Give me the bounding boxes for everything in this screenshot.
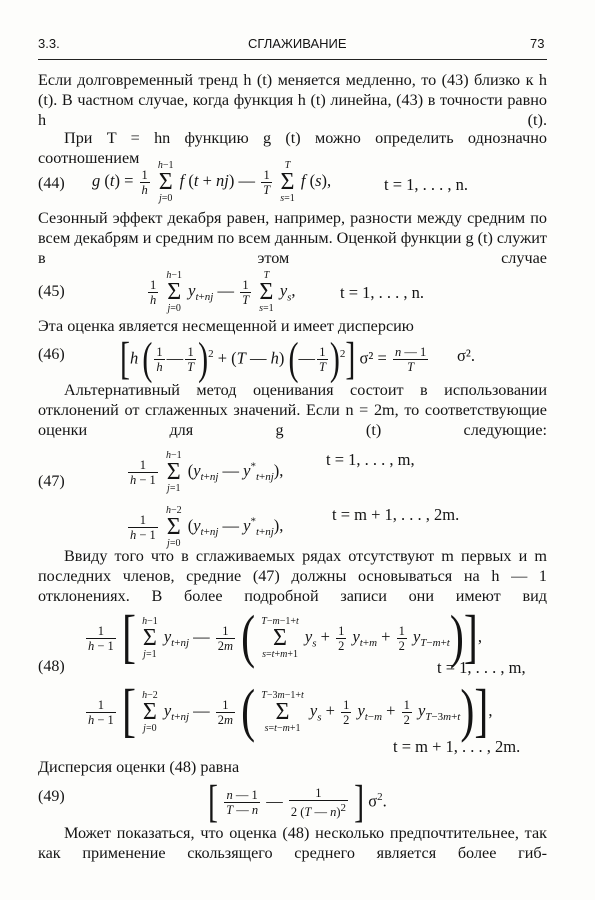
equation-47-range-2: t = m + 1, . . . , 2m. — [332, 505, 460, 524]
equation-48-range-1: t = 1, . . . , m, — [437, 658, 526, 677]
paragraph-2: При T = hn функцию g (t) можно определить однозначно соотношением — [38, 129, 547, 167]
paragraph-3: Сезонный эффект декабря равен, например, разности между средним по всем декабрям и средним по всем данным. Оценкой функции g (t) служит в этом случае — [38, 209, 547, 267]
equation-47-range-1: t = 1, . . . , m, — [326, 450, 415, 469]
paragraph-4: Эта оценка является несмещенной и имеет дисперсию — [38, 317, 414, 335]
equation-49: [ $\frac{n — 1}{T — n}$ — $\frac{1}{2 (T — n)^2}$ ] $\sigma^2$. — [208, 777, 387, 827]
paragraph-1: Если долговременный тренд h (t) меняется медленно, то (43) близко к h (t). В частном случае, когда функция h (t) линейна, (43) в точности равно h (t). — [38, 71, 547, 129]
equation-number-49: (49) — [38, 788, 65, 805]
equation-47-line-1: $\frac{1}{h - 1}$ h−1 Σ j=1 ($y_{t+nj}$ — $y^*_{t+nj}$), — [130, 450, 284, 494]
equation-44: g (t) = $\frac{1}{h}$ h−1 Σ j=0 f (t + nj) — $\frac{1}{T}$ T Σ s=1 f (s), — [92, 160, 332, 204]
equation-44-range: t = 1, . . . , n. — [384, 175, 469, 194]
paragraph-6: Ввиду того что в сглаживаемых рядах отсутствуют m первых и m последних членов, средние (47) должны основываться на h — 1 отклонениях. В более подробной записи они имеют вид — [38, 547, 547, 605]
paragraph-7: Дисперсия оценки (48) равна — [38, 758, 240, 776]
equation-45-range: t = 1, . . . , n. — [340, 283, 425, 302]
paragraph-8: Может показаться, что оценка (48) несколько предпочтительнее, так как применение скользящего среднего является более гиб- — [38, 824, 547, 862]
equation-number-46: (46) — [38, 346, 65, 363]
running-title: СГЛАЖИВАНИЕ — [248, 36, 347, 51]
paragraph-5: Альтернативный метод оценивания состоит в использовании отклонений от сглаженных значений. Если n = 2m, то соответствующие оценки для g (t) следующие: — [38, 381, 547, 439]
equation-48-line-2: $\frac{1}{h - 1}$ [ h−2 Σ j=0 $y_{t+nj}$ — $\frac{1}{2m}$ ( T−3m−1+t Σ s=t−m+1 $y_s$ + $\frac{1}{2}$ $y_{t-m}$ + $\frac{1}{2}$ $y_{T-3m+t}$)], — [88, 679, 493, 745]
equation-number-44: (44) — [38, 175, 65, 192]
equation-48-range-2: t = m + 1, . . . , 2m. — [393, 737, 521, 756]
header-rule — [38, 59, 547, 60]
equation-46: [h ( $\frac{1}{h}$ — $\frac{1}{T}$ )$^2$ + (T — h) (— $\frac{1}{T}$ )$^2$] σ² = $\frac{n — 1}{T}$ — [120, 334, 427, 384]
equation-45: $\frac{1}{h}$ h−1 Σ j=0 $y_{t+nj}$ — $\frac{1}{T}$ T Σ s=1 $y_s$, — [150, 270, 296, 314]
section-number: 3.3. — [38, 36, 60, 51]
equation-number-47: (47) — [38, 473, 65, 490]
equation-number-45: (45) — [38, 283, 65, 300]
equation-48-line-1: $\frac{1}{h - 1}$ [ h−1 Σ j=1 $y_{t+nj}$ — $\frac{1}{2m}$ ( T−m−1+t Σ s=t+m+1 $y_s$ + $\frac{1}{2}$ $y_{t+m}$ + $\frac{1}{2}$ $y_{T-m+t}$)], — [88, 605, 482, 671]
page-number: 73 — [530, 36, 545, 51]
equation-47-line-2: $\frac{1}{h - 1}$ h−2 Σ j=0 ($y_{t+nj}$ — $y^*_{t+nj}$), — [130, 505, 284, 549]
equation-46-rhs: σ². — [457, 346, 475, 365]
equation-number-48: (48) — [38, 658, 65, 675]
